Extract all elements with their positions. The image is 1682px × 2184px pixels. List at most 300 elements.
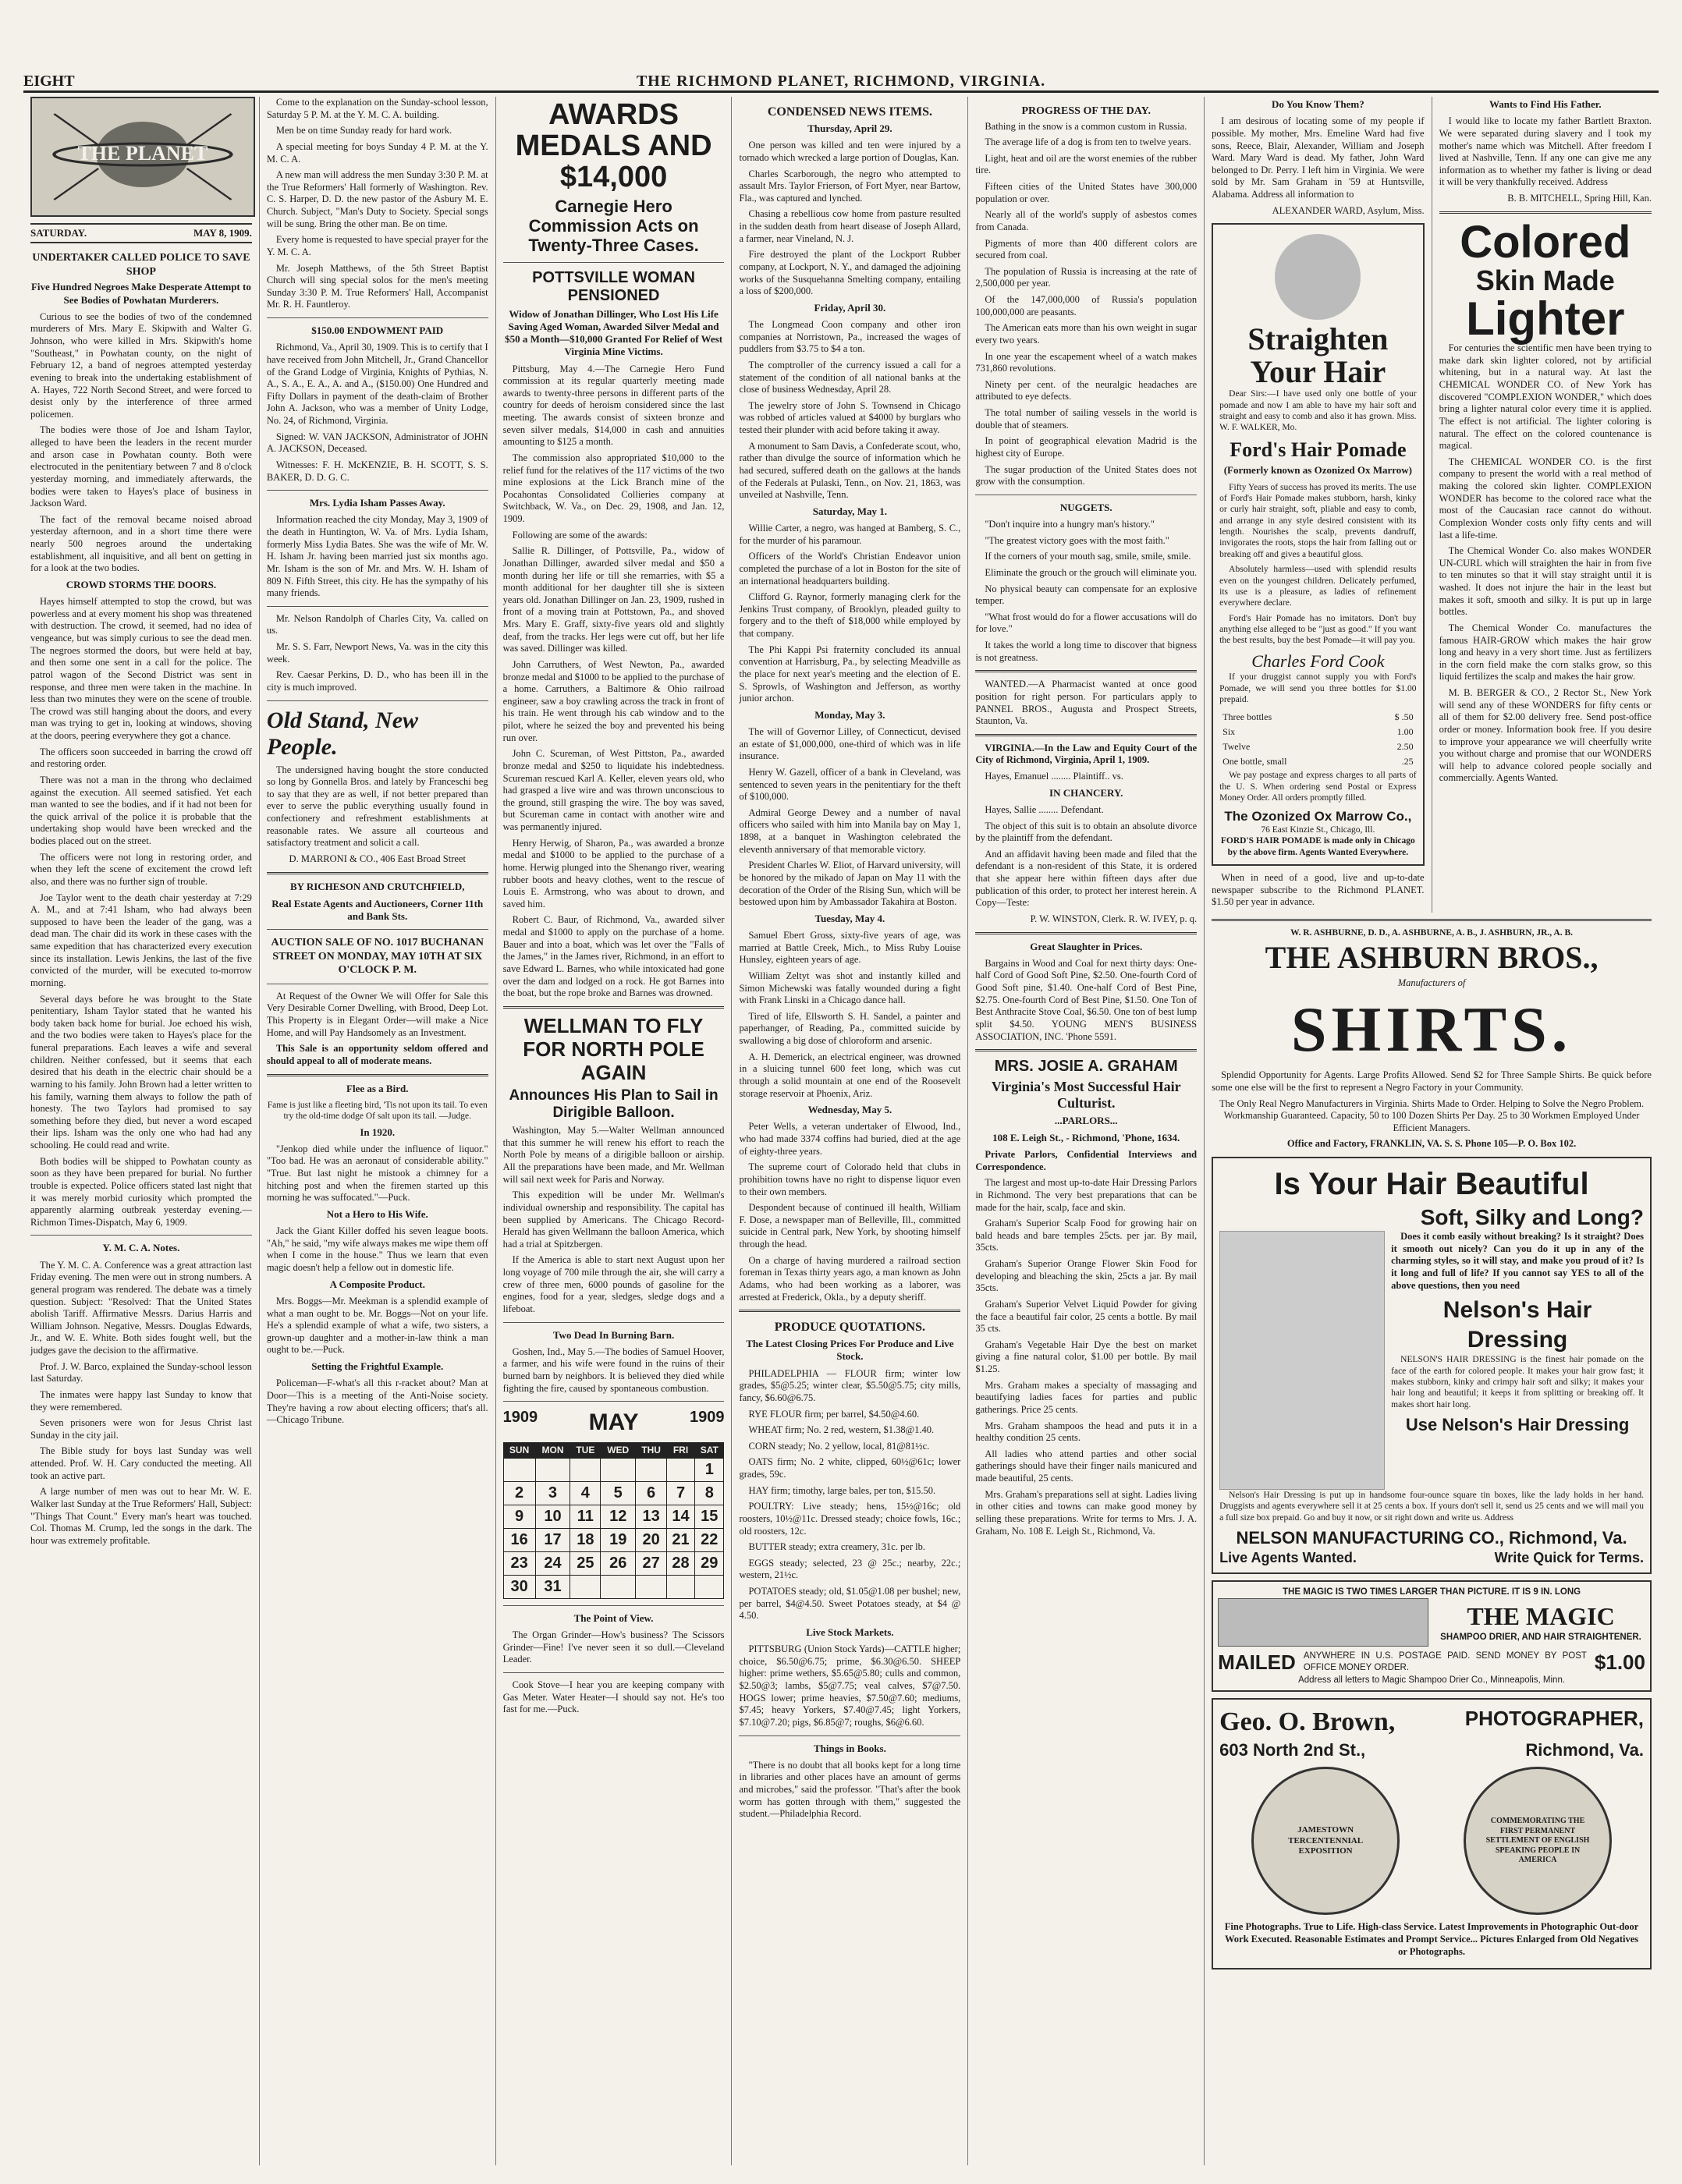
columns: [23, 97, 1659, 2165]
calendar-day-header: SAT: [695, 1442, 724, 1458]
dateline: [30, 223, 252, 243]
news-item: A. H. Demerick, an electrical engineer, was drowned in a sluicing tunnel 600 feet long, which was cut through a solid mountain at one end of the Roosevelt storage reservoir at Phoenix, Ariz.: [739, 1051, 961, 1099]
ad-paragraph: When in need of a good, live and up-to-date newspaper subscribe to the Richmond PLANET. $1.50 per year in advance.: [1212, 871, 1425, 908]
article-paragraph: Signed: W. VAN JACKSON, Administrator of JOHN A. JACKSON, Deceased.: [266, 431, 488, 455]
article-paragraph: "Jenkop died while under the influence of liquor." "Too bad. He was an aeronaut of considerable ability." "True. But last night he mistook a chimney for a hitching post and when the firemen started up this morning he was suffocated."—Puck.: [266, 1143, 488, 1204]
calendar-day-header: SUN: [503, 1442, 535, 1458]
magic-price: $1.00: [1594, 1650, 1645, 1674]
calendar-day: 15: [695, 1505, 724, 1528]
article-headline: Two Dead In Burning Barn.: [552, 1328, 675, 1341]
news-item: Chasing a rebellious cow home from pasture resulted in the sudden death from heart disease of Joseph Allard, a farmer, near Vineland, N. J.: [739, 208, 961, 244]
nelson-subhead: Soft, Silky and Long?: [1420, 1205, 1644, 1229]
price-item: OATS firm; No. 2 white, clipped, 60½@61c; lower grades, 59c.: [739, 1456, 961, 1480]
article-paragraph: Henry Herwig, of Sharon, Pa., was awarded a bronze medal and $1000 to be applied to the purchase of a home. Herwig plunged into the Shenango river, wearing rubber boots and heavy clothes, went to the rescue of Louis E. Armstrong, who was about to drown, and saved him.: [502, 837, 725, 909]
article-paragraph: Cook Stove—I hear you are keeping company with Gas Meter. Water Heater—I should say not. He's too fast for me.—Puck.: [502, 1679, 725, 1715]
article-paragraph: Pittsburg, May 4.—The Carnegie Hero Fund commission at its regular quarterly meeting made awards to twenty-three persons in different parts of the country for deeds of heroism considered since the last meeting. The awards consist of sixteen bronze and seven silver medals, $14,000 in cash and annuities amounting to $125 a month.: [502, 363, 725, 448]
calendar-day: 27: [636, 1551, 667, 1575]
ashburn-names: W. R. ASHBURNE, D. D., A. ASHBURNE, A. B., J. ASHBURN, JR., A. B.: [1290, 927, 1574, 938]
article-paragraph: The officers were not long in restoring order, and when they left the scene of excitement the crowd left also, and there was no further sign of trouble.: [30, 851, 252, 887]
fact-item: The sugar production of the United States does not grow with the consumption.: [975, 463, 1198, 488]
date-subhead: Thursday, April 29.: [807, 122, 892, 134]
calendar-day: 28: [667, 1551, 695, 1575]
price-item: RYE FLOUR firm; per barrel, $4.50@4.60.: [748, 1408, 920, 1420]
divider: [503, 1672, 725, 1673]
price-row: [1221, 755, 1414, 768]
nelson-name: Nelson's Hair Dressing: [1442, 1297, 1592, 1353]
article-paragraph: Jack the Giant Killer doffed his seven league boots. "Ah," he said, "my wife always makes me wipe them off when I come in the house." Thus we learn that even magic doesn't help a fellow out in domestic life.: [266, 1225, 488, 1273]
article-paragraph: Several days before he was brought to the State penitentiary, Isham Taylor stated that he wanted his body taken back home for burial. Joe echoed his wish, and the two bodies were taken to Hayes's place for the funeral preparations. Each leaves a wife and several children. Neither confessed, but it seems that each desired that his death in the electric chair should be a warning to his family. John Brown had a letter written to his family, warning them always to follow the path of honesty. The two Taylors had promised to say something before they died, but never a word escaped their lips. Isham was the only one who had had any schooling. He could read and write.: [30, 993, 252, 1150]
article-paragraph: At Request of the Owner We will Offer for Sale this Very Desirable Corner Dwelling, with Brood, Deep Lot. This Property is in Elegant Order—will make a Nice Home, and will Pay Handsomely as an Investment.: [266, 990, 488, 1038]
magic-brand-block: [1436, 1601, 1645, 1643]
divider: [267, 1074, 488, 1076]
price-label: Twelve: [1222, 741, 1251, 753]
nelson-text: [1391, 1231, 1644, 1490]
auctioneer-subhead: Real Estate Agents and Auctioneers, Corner 11th and Bank Sts.: [271, 897, 484, 922]
date-subhead: Monday, May 3.: [814, 708, 885, 721]
calendar-day-header: MON: [535, 1442, 570, 1458]
ad-paragraph: Graham's Superior Velvet Liquid Powder for giving the face a beautiful fair color, 25 cents a bottle. By mail 35 cts.: [975, 1298, 1198, 1335]
calendar-day-header: FRI: [667, 1442, 695, 1458]
calendar-day: 17: [535, 1528, 570, 1551]
article-paragraph: A special meeting for boys Sunday 4 P. M. at the Y. M. C. A.: [266, 140, 488, 165]
court-notice: Hayes, Sallie ........ Defendant.: [985, 803, 1104, 815]
divider: [975, 670, 1197, 672]
calendar-day: 13: [636, 1505, 667, 1528]
divider: [503, 1006, 725, 1009]
news-item: The jewelry store of John S. Townsend in Chicago was robbed of articles valued at $4000 by burglars who tested their plunder with acid before taking it away.: [739, 399, 961, 435]
right-block: [1205, 97, 1659, 2165]
calendar-day: 18: [570, 1528, 601, 1551]
nelson-footer: [1219, 1549, 1644, 1567]
calendar-day: [667, 1575, 695, 1598]
condensed-news-headline: CONDENSED NEWS ITEMS.: [767, 105, 932, 119]
article-paragraph: Come to the explanation on the Sunday-school lesson, Saturday 5 P. M. at the Y. M. C. A. building.: [266, 97, 488, 120]
calendar-day: 8: [695, 1481, 724, 1505]
article-paragraph: Policeman—F-what's all this r-racket about? Man at Door—This is a meeting of the Anti-Noise society. They're having a row about electing officers; that's all.—Chicago Tribune.: [266, 1377, 488, 1426]
brown-name: Geo. O. Brown,: [1219, 1707, 1396, 1737]
ad-paragraph: I would like to locate my father Bartlett Braxton. We were separated during slavery and I took my mother's name which was Mitchell. After freedom I lived at Nashville, Tenn. If any one can give me any information as to whether my father is living or dead it will be very thankfully received. Address: [1439, 115, 1652, 188]
article-paragraph: Both bodies will be shipped to Powhatan county as soon as they have been prepared for burial. No further trouble is expected. Police officers stated last night that it was merely morbid curiosity which prompted the apparently alarming outbreak yesterday evening.—Richmon Times-Dispatch, May 6, 1909.: [30, 1155, 252, 1228]
slaughter-headline: Great Slaughter in Prices.: [1030, 940, 1143, 952]
article-paragraph: The Organ Grinder—How's business? The Scissors Grinder—Fine! I've never seen it so dull.—Cleveland Leader.: [502, 1629, 725, 1665]
calendar-week: [503, 1575, 724, 1598]
ad-paragraph: The largest and most up-to-date Hair Dressing Parlors in Richmond. The very best preparations that can be made for the hair, scalp, face and skin.: [975, 1177, 1198, 1213]
pottsville-subhead: Widow of Jonathan Dillinger, Who Lost His Life Saving Aged Woman, Awarded Silver Medal and $50 a Month—$10,000 Granted For Relief of West Virginia Mine Victims.: [505, 307, 723, 358]
calendar-day: [667, 1458, 695, 1481]
column-7: [1432, 97, 1659, 913]
article-headline: Not a Hero to His Wife.: [326, 1207, 428, 1220]
news-item: The comptroller of the currency issued a call for a statement of the condition of all national banks at the close of business Wednesday, April 28.: [739, 359, 961, 395]
article-headline: Mrs. Lydia Isham Passes Away.: [309, 497, 445, 509]
calendar-day: [535, 1458, 570, 1481]
date-subhead: Saturday, May 1.: [812, 505, 888, 517]
price-item: HAY firm; timothy, large bales, per ton, $15.50.: [748, 1484, 936, 1496]
article-paragraph: Hayes himself attempted to stop the crowd, but was powerless and at every moment his shop was threatened with destruction. The crowd, it seemed, had no idea of vengeance, but was simply curious to see the dead men. The negroes stormed the doors, but were held at bay, and then some one sent in a call for the police. The patrol wagon of the Second District was sent in response, and three men were taken in the machine. In less than two minutes they were on the scene of trouble. The crowd was still hanging about the doors, and every man was trying to get in, looking at windows, shoving at the doors, peering everywhere they got a chance.: [30, 596, 252, 741]
article-paragraph: The Bible study for boys last Sunday was well attended. Prof. W. H. Cary conducted the meeting. All took an active part.: [30, 1445, 252, 1481]
magic-top: THE MAGIC IS TWO TIMES LARGER THAN PICTURE. IT IS 9 IN. LONG: [1283, 1587, 1581, 1597]
nugget-item: No physical beauty can compensate for an explosive temper.: [975, 583, 1198, 607]
logo-text: THE PLANET: [77, 142, 208, 165]
price-item: PITTSBURG (Union Stock Yards)—CATTLE higher; choice, $6.50@6.75; prime, $6.30@6.50. SHEEP higher: prime wethers, $5.65@5.80; culls and common, $2.50@3; lambs, $5@7.75; veal calves, $7@7.50. HOGS lower; prime heavies, $7.50@7.60; mediums, $7.45; heavy Yorkers, $7.40@7.45; light Yorkers, $7.10@7.20; pigs, $6.85@7; roughs, $6@6.60.: [739, 1643, 961, 1728]
ad-paragraph: The Only Real Negro Manufacturers in Virginia. Shirts Made to Order. Helping to Solve the Negro Problem. Workmanship Guaranteed. Capacity, 50 to 100 Dozen Shirts Per Day. 25 to 30 Workmen Employed Under Efficient Managers.: [1219, 1097, 1645, 1133]
article-paragraph: The inmates were happy last Sunday to know that they were remembered.: [30, 1388, 252, 1413]
ad-paragraph: If your druggist cannot supply you with Ford's Pomade, we will send you three bottles for $1.00 prepaid.: [1219, 672, 1417, 704]
article-paragraph: The bodies were those of Joe and Isham Taylor, alleged to have been the leaders in the recent murder and arson case in Powhatan county. Both were electrocuted in the penitentiary between 7 and 8 o'clock yesterday morning, and immediately afterwards, the bodies were taken to Hayes's place of business in Jackson Ward.: [30, 424, 252, 509]
ashburn-headline: THE ASHBURN BROS.,: [1265, 940, 1599, 976]
nelson-use: Use Nelson's Hair Dressing: [1405, 1415, 1630, 1434]
colored-skin-headline: [1439, 216, 1652, 346]
article-headline: Things in Books.: [813, 1742, 886, 1754]
fact-item: Bathing in the snow is a common custom in Russia.: [985, 120, 1187, 132]
price-item: POULTRY: Live steady; hens, 15½@16c; old roosters, 10½@11c. Dressed steady; choice fowls, 16c.; old roosters, 12c.: [739, 1501, 961, 1537]
calendar-year-left: 1909: [502, 1409, 538, 1427]
calendar-day: 14: [667, 1505, 695, 1528]
divider: [267, 606, 488, 607]
article-paragraph: John Carruthers, of West Newton, Pa., awarded bronze medal and $1000 to be applied to the purchase of a home. Carruthers, a Baltimore & Ohio railroad engineer, saw a boy crawling across the track in front of his train. He went through his cab window and to the pilot, where he seized the boy and prevented his being run over.: [502, 658, 725, 743]
straighten-headline: Straighten Your Hair: [1247, 321, 1389, 390]
magic-brand: THE MAGIC: [1467, 1602, 1615, 1631]
calendar-day: 30: [503, 1575, 535, 1598]
nugget-item: "Don't inquire into a hungry man's history.": [985, 519, 1155, 530]
article-paragraph: This Sale is an opportunity seldom offered and should appeal to all of moderate means.: [266, 1043, 488, 1066]
magic-body: [1218, 1598, 1645, 1647]
masthead: [23, 66, 1659, 93]
article-paragraph: Prof. J. W. Barco, explained the Sunday-school lesson last Saturday.: [30, 1360, 252, 1384]
magic-mailed: MAILED: [1218, 1650, 1296, 1674]
ozonized-address: 76 East Kinzie St., Chicago, Ill.: [1261, 824, 1375, 835]
fact-item: The total number of sailing vessels in the world is double that of steamers.: [975, 407, 1198, 431]
article-paragraph: The commission also appropriated $10,000 to the relief fund for the relatives of the 117 victims of the two mine explosions at the Lick Branch mine of the Pocahontas Consolidated Collieries company at Switchback, W. Va., on Dec. 29, 1908, and Jan. 12, 1909.: [502, 452, 725, 525]
article-headline: Y. M. C. A. Notes.: [102, 1242, 180, 1254]
fact-item: Of the 147,000,000 of Russia's population 100,000,000 are peasants.: [975, 294, 1198, 317]
calendar-header: [503, 1408, 725, 1438]
court-notice: VIRGINIA.—In the Law and Equity Court of the City of Richmond, Virginia, April 1, 1909.: [975, 742, 1198, 766]
calendar-day: 19: [601, 1528, 636, 1551]
news-item: Fire destroyed the plant of the Lockport Rubber company, at Lockport, N. Y., and damaged the adjoining works of the Susquehanna Smelting company, entailing a loss of $200,000.: [739, 249, 961, 297]
article-subhead: CROWD STORMS THE DOORS.: [66, 578, 217, 590]
nelson-headline: Is Your Hair Beautiful: [1274, 1167, 1589, 1201]
calendar-day: 7: [667, 1481, 695, 1505]
article-paragraph: Every home is requested to have special prayer for the Y. M. C. A.: [266, 234, 488, 257]
ad-paragraph: The CHEMICAL WONDER CO. is the first company to present the world with a real method of making the colored skin lighter. COMPLEXION WONDER has become to the colored race what the most of the Caucasian race cannot do without. Complexion Wonder costs only fifty cents and will last a life-time.: [1439, 456, 1652, 541]
column-4: [732, 97, 968, 2165]
article-paragraph: Men be on time Sunday ready for hard work.: [275, 125, 452, 136]
planet-logo: [30, 97, 255, 217]
brown-photographer-ad: [1212, 1698, 1652, 1970]
divider: [267, 317, 488, 318]
article-paragraph: "There is no doubt that all books kept for a long time in libraries and other places have an amount of germs and microbes," said the professor. "That's after the book worm has gotten through with them," suggested the student.—Philadelphia Record.: [739, 1759, 961, 1820]
fact-item: Nearly all of the world's supply of asbestos comes from Canada.: [975, 209, 1198, 232]
calendar-week: [503, 1481, 724, 1505]
brown-address-row: [1219, 1739, 1644, 1761]
calendar-day: 10: [535, 1505, 570, 1528]
ad-paragraph: The Chemical Wonder Co. also makes WONDER UN-CURL which will straighten the hair in from five to ten minutes so that it will stay straight until it is washed. It does not injure the hair in the least but makes it soft, smooth and silky. It is put up in large bottles.: [1439, 545, 1652, 618]
article-paragraph: Seven prisoners were won for Jesus Christ last Sunday in the city jail.: [30, 1417, 252, 1441]
date-subhead: Tuesday, May 4.: [814, 912, 885, 924]
brown-address: 603 North 2nd St.,: [1219, 1739, 1366, 1760]
price-label: Three bottles: [1222, 711, 1272, 723]
calendar-day-header: TUE: [570, 1442, 601, 1458]
article-paragraph: Information reached the city Monday, May 3, 1909 of the death in Huntington, W. Va. of Mrs. Lydia Isham, formerly Miss Lydia Bates. She was the wife of Mr. W. H. Isham Jr. having been married just six months ago. Mr. Isham is the son of Mr. and Mrs. W. H. Isham of 809 N. Fifth Street, this city. He has the sympathy of his many friends.: [266, 514, 488, 599]
price-row: [1221, 711, 1414, 724]
magic-mail: [1218, 1650, 1645, 1675]
calendar-day: [636, 1575, 667, 1598]
calendar-year-right: 1909: [689, 1409, 725, 1427]
news-item: The Longmead Coon company and other iron companies at Norristown, Pa., increased the wages of puddlers from $3.75 to $4 a ton.: [739, 319, 961, 355]
nelson-company: NELSON MANUFACTURING CO., Richmond, Va.: [1236, 1528, 1627, 1548]
calendar-day: [601, 1575, 636, 1598]
calendar-day: [570, 1575, 601, 1598]
know-headline: Do You Know Them?: [1271, 98, 1364, 110]
ad-signature: B. B. MITCHELL, Spring Hill, Kan.: [1507, 193, 1652, 204]
medal-icon: COMMEMORATING THE FIRST PERMANENT SETTLEMENT OF ENGLISH SPEAKING PEOPLE IN AMERICA: [1464, 1767, 1612, 1915]
divider: [503, 1605, 725, 1606]
news-item: Clifford G. Raynor, formerly managing clerk for the Jenkins Trust company, of Brooklyn, pleaded guilty to forgery and to the theft of $18,000 while employed by that company.: [739, 591, 961, 639]
news-item: The supreme court of Colorado held that clubs in prohibition towns have no right to dispense liquor even to their own members.: [739, 1161, 961, 1197]
news-item: Tired of life, Ellsworth S. H. Sandel, a painter and paperhanger, of Reading, Pa., committed suicide by swallowing a big dose of chloroform and arsenic.: [739, 1010, 961, 1046]
ad-paragraph: For centuries the scientific men have been trying to make dark skin lighter colored, not by artificial whitening, but in a natural way. At last the CHEMICAL WONDER CO. of New York has discovered "COMPLEXION WONDER," which does bring a lighter natural color every time it is applied. The effect is not artificial. The lighter coloring is natural. The effect on the colored countenance is magical.: [1439, 342, 1652, 452]
colored-line-3: Lighter: [1466, 292, 1625, 346]
paper-title: THE RICHMOND PLANET, RICHMOND, VIRGINIA.: [636, 73, 1046, 90]
nelson-ad: [1212, 1157, 1652, 1574]
ad-paragraph: Graham's Vegetable Hair Dye the best on market giving a fine natural color, $1.00 per bottle. By mail $1.25.: [975, 1338, 1198, 1374]
article-paragraph: Joe Taylor went to the death chair yesterday at 7:29 A. M., and at 7:41 Isham, who had always been supposed to have been the leader of the gang, was a dead man. The chair did its work in these cases with the same expedition that has characterized every execution since its installation. Lewis Jenkins, the last of the five convicted of the murder, will be executed to-morrow morning.: [30, 892, 252, 988]
price-label: Six: [1222, 726, 1236, 738]
news-item: On a charge of having murdered a railroad section foreman in Texas thirty years ago, a man known as John Adams, who had been working as a laborer, was arrested at Frederick, Okla., by a deputy sheriff.: [739, 1254, 961, 1303]
calendar-week: [503, 1528, 724, 1551]
fact-item: In one year the escapement wheel of a watch makes 731,860 revolutions.: [975, 350, 1198, 374]
wants-headline: Wants to Find His Father.: [1489, 98, 1602, 110]
court-notice: The object of this suit is to obtain an absolute divorce by the plaintiff from the defendant.: [975, 820, 1198, 844]
graham-subhead: Virginia's Most Successful Hair Culturist.: [991, 1079, 1181, 1111]
magic-address: Address all letters to Magic Shampoo Drier Co., Minneapolis, Minn.: [1298, 1675, 1566, 1685]
divider: [30, 1235, 252, 1236]
nugget-item: Eliminate the grouch or the grouch will eliminate you.: [985, 566, 1198, 578]
shirts-headline: SHIRTS.: [1290, 993, 1573, 1065]
article-headline: A Composite Product.: [329, 1278, 425, 1290]
woman-portrait-icon: [1275, 234, 1361, 320]
calendar-day: [695, 1575, 724, 1598]
divider: [975, 1049, 1197, 1051]
page-number: EIGHT: [23, 73, 75, 90]
news-item: Admiral George Dewey and a number of naval officers who sailed with him into Manila bay on May 1, 1898, at a banquet in Washington celebrated the eleventh anniversary of that memorable victory.: [739, 807, 961, 855]
divider: [1439, 211, 1652, 214]
nugget-item: "What frost would do for a flower accusations will do for love.": [975, 611, 1198, 635]
calendar-day: 22: [695, 1528, 724, 1551]
ad-paragraph: Office and Factory, FRANKLIN, VA. S. S. Phone 105—P. O. Box 102.: [1286, 1138, 1577, 1150]
column-3: [496, 97, 733, 2165]
court-notice: And an affidavit having been made and filed that the defendant is a non-resident of this State, it is ordered that she appear here within fifteen days after due publication of this order, to protect her interest herein. A Copy—Teste:: [975, 848, 1198, 909]
article-paragraph: John C. Scureman, of West Pittston, Pa., awarded bronze medal and $250 to liquidate his indebtedness. Scureman rescued Karl A. Keller, eleven years old, who had grasped a live wire and was thrown unconscious to the ground, still grasping the wire. The boy was saved, but Scureman came in contact with another wire and was permanently injured.: [502, 748, 725, 833]
news-item: Despondent because of continued ill health, William F. Dose, a newspaper man of Belleville, Ill., committed suicide in Central park, New York, by shooting himself through the head.: [739, 1202, 961, 1250]
calendar-table: [503, 1442, 725, 1599]
calendar-day: 6: [636, 1481, 667, 1505]
calendar-day-header: THU: [636, 1442, 667, 1458]
price-row: [1221, 725, 1414, 739]
calendar-day: 2: [503, 1481, 535, 1505]
divider: [1212, 919, 1652, 921]
fords-signature: Charles Ford Cook: [1251, 651, 1385, 671]
nelson-body: [1219, 1231, 1644, 1490]
fords-price-table: [1219, 709, 1416, 770]
date-subhead: Friday, April 30.: [814, 301, 886, 314]
nelson-agents: Live Agents Wanted.: [1219, 1549, 1357, 1565]
awards-subhead: Carnegie Hero Commission Acts on Twenty-Three Cases.: [528, 196, 699, 256]
medals: [1219, 1767, 1644, 1915]
ad-paragraph: Mrs. Graham's preparations sell at sight. Ladies living in other cities and towns can make good money by selling these preparations. Write for terms to Mrs. J. A. Graham, No. 108 E. Leigh St., Richmond, Va.: [975, 1488, 1198, 1537]
date-day: SATURDAY.: [30, 227, 87, 239]
article-paragraph: Mr. S. S. Farr, Newport News, Va. was in the city this week.: [266, 641, 488, 665]
divider: [503, 262, 725, 263]
column-6: [1205, 97, 1432, 913]
price-item: PHILADELPHIA — FLOUR firm; winter low grades, $5@5.25; winter clear, $5.50@5.75; city mills, fancy, $6.60@6.75.: [739, 1367, 961, 1403]
price-item: EGGS steady; selected, 23 @ 25c.; nearby, 22c.; western, 21½c.: [739, 1557, 961, 1581]
ad-paragraph: I am desirous of locating some of my people if possible. My mother, Mrs. Emeline Ward had five sons, Reece, Blair, Alexander, William and Joseph Ward. Mary Ward is dead. My father, John Ward belonged to Dr. Perry. I left him in Virginia. We were sold by Mr. Sam Graham in '59 at Huntsville, Alabama. Address all information to: [1212, 115, 1425, 200]
brown-header: [1219, 1706, 1644, 1739]
calendar-day: 26: [601, 1551, 636, 1575]
divider: [503, 1401, 725, 1402]
price-item: CORN steady; No. 2 yellow, local, 81@81½c.: [748, 1440, 930, 1452]
ashburn-manufacturers: Manufacturers of: [1397, 977, 1466, 989]
old-stand-headline: Old Stand, New People.: [266, 707, 419, 760]
ad-paragraph: Graham's Superior Orange Flower Skin Food for developing and bleaching the skin, 25cts a jar. By mail 35cts.: [975, 1258, 1198, 1294]
article-paragraph: A large number of men was out to hear Mr. W. E. Walker last Sunday at the True Reformers' Hall, Subject: "Things That Count." Every man's heart was touched. Col. Thomas M. Crump, led the songs in the dark. The hour was extremely profitable.: [30, 1486, 252, 1546]
court-signature: P. W. WINSTON, Clerk. R. W. IVEY, p. q.: [1030, 913, 1198, 924]
fact-item: In point of geographical elevation Madrid is the highest city of Europe.: [975, 435, 1198, 459]
ad-paragraph: Graham's Superior Scalp Food for growing hair on bald heads and bare temples 25cts. per jar. By mail, 35cts.: [975, 1218, 1198, 1253]
pottsville-headline: POTTSVILLE WOMAN PENSIONED: [532, 268, 696, 304]
fords-headline: Ford's Hair Pomade: [1230, 438, 1407, 461]
price-ad: Bargains in Wood and Coal for next thirty days: One-half Cord of Good Soft Pine, $2.50. One-fourth Cord of Good Soft pine, $1.40. One-half Cord of Best Pine, $2.75. One-fourth Cord of Best Pine, $1.50. One Ton of Best Anthracite Stove Coal, $6.50. One ton of best lump split $4.50. YOUNG MEN'S BUSINESS ASSOCIATION, INC. 'Phone 5591.: [975, 957, 1198, 1042]
price-value: $ .50: [1394, 711, 1414, 723]
date-value: MAY 8, 1909.: [193, 227, 252, 239]
calendar-day: [636, 1458, 667, 1481]
news-item: Samuel Ebert Gross, sixty-five years of age, was married at Battle Creek, Mich., to Miss Ruby Louise Hunsley, eighteen years of age.: [739, 930, 961, 966]
testimonial: Dear Sirs:—I have used only one bottle of your pomade and now I am able to have my hair soft and straight and easy to comb and also it has grown. Miss. W. F. WALKER, Mo.: [1219, 389, 1417, 433]
divider: [267, 490, 488, 491]
ad-paragraph: M. B. BERGER & CO., 2 Rector St., New York will send any of these WONDERS for fifty cents or all of them for $2.00 delivery free. Send post-office order or money. Information book free. If you desire to improve your appearance we will cheerfully write you without charge and promise that our WONDERS will help to advance colored people socially and commercially. Agents Wanted.: [1439, 687, 1652, 784]
news-item: Henry W. Gazell, officer of a bank in Cleveland, was sentenced to seven years in the penitentiary for the theft of $100,000.: [739, 766, 961, 803]
court-subhead: IN CHANCERY.: [1049, 786, 1123, 799]
calendar-day: 20: [636, 1528, 667, 1551]
graham-headline: MRS. JOSIE A. GRAHAM: [994, 1058, 1178, 1076]
price-item: WHEAT firm; No. 2 red, western, $1.38@1.40.: [748, 1424, 935, 1436]
article-paragraph: Goshen, Ind., May 5.—The bodies of Samuel Hoover, a farmer, and his wife were found in the ruins of their burned barn by neighbors. It is believed they died while fighting the fire, caused by spontaneous combustion.: [502, 1346, 725, 1394]
ad-paragraph: Splendid Opportunity for Agents. Large Profits Allowed. Send $2 for Three Sample Shirts. Be quick before some one else will be the first to represent a Negro Factory in your Community.: [1212, 1069, 1652, 1093]
fact-item: The population of Russia is increasing at the rate of 2,500,000 per year.: [975, 265, 1198, 289]
ad-paragraph: Fine Photographs. True to Life. High-class Service. Latest Improvements in Photographic Out-door Work Executed. Reasonable Estimates and Prompt Service... Pictures Enlarged from Old Negatives or Photographs.: [1224, 1921, 1639, 1957]
calendar-week: [503, 1458, 724, 1481]
fords-pomade-ad: [1212, 223, 1424, 866]
price-value: .25: [1401, 756, 1414, 768]
ad-paragraph: Fifty Years of success has proved its merits. The use of Ford's Hair Pomade makes stubborn, harsh, kinky or curly hair straight, soft, pliable and easy to comb, and arrange in any style desired consistent with its length. Nourishes the scalp, prevents dandruff, invigorates the roots, stops the hair from falling out or breaking off and gives a beautiful gloss.: [1219, 482, 1417, 559]
colored-line-2: Skin Made: [1475, 264, 1615, 296]
column-2: [260, 97, 496, 2165]
calendar-month: MAY: [588, 1409, 639, 1436]
ad-paragraph: Ford's Hair Pomade has no imitators. Don't buy anything else alleged to be "just as good." If you want the best results, buy the best Pomade—it will pay you.: [1219, 613, 1417, 646]
nugget-item: It takes the world a long time to discover that bigness is not greatness.: [975, 640, 1198, 663]
ad-paragraph: Private Parlors, Confidential Interviews and Correspondence.: [975, 1149, 1198, 1172]
article-paragraph: Robert C. Baur, of Richmond, Va., awarded silver medal and $1000 to apply on the purchase of a home. Bauer and into a boat, which was let over the "Falls of the James," in the James river, Richmond, in an effort to save Edward L. Barnes, who while intoxicated had gone over the dam and lodged on a rock. He got Barnes into the boat, but the rope broke and Barnes was drowned.: [502, 914, 725, 999]
price-item: POTATOES steady; old, $1.05@1.08 per bushel; new, per barrel, $4@4.50. Sweet Potatoes steady, at $4 @ 4.50.: [739, 1586, 961, 1622]
ad-paragraph: Mrs. Graham makes a specialty of massaging and beautifying ladies faces for parties and public gatherings. Price 25 cents.: [975, 1379, 1198, 1415]
ad-signature: ALEXANDER WARD, Asylum, Miss.: [1272, 204, 1425, 216]
colored-line-1: Colored: [1460, 216, 1631, 268]
news-item: William Zeltyt was shot and instantly killed and Simon Michewski was fatally wounded during a fight with Frank Linski in a Chicago dance hall.: [739, 970, 961, 1006]
wellman-subhead: Announces His Plan to Sail in Dirigible Balloon.: [509, 1087, 719, 1122]
divider: [975, 734, 1197, 736]
fact-item: The average life of a dog is from ten to twelve years.: [985, 136, 1191, 148]
ad-paragraph: All ladies who attend parties and other social gatherings should have their finger nails manicured and made beautiful, 25 cents.: [975, 1448, 1198, 1484]
price-row: [1221, 740, 1414, 753]
magic-shampoo-ad: [1212, 1580, 1652, 1692]
ad-paragraph: Nelson's Hair Dressing is put up in handsome four-ounce square tin boxes, like the lady holds in her hand. Druggists and agents everywhere sell it at 25 cents a box. If yours don't sell it, send us 25 cents and we will mail you a full size box prepaid. Go and buy it now, or sit right down and write us. Address: [1219, 1491, 1644, 1523]
article-paragraph: Witnesses: F. H. McKENZIE, B. H. SCOTT, S. S. BAKER, D. D. G. C.: [266, 459, 488, 483]
calendar-day: [601, 1458, 636, 1481]
wellman-headline: WELLMAN TO FLY FOR NORTH POLE AGAIN: [523, 1013, 704, 1084]
article-headline: UNDERTAKER CALLED POLICE TO SAVE SHOP: [32, 252, 250, 278]
auction-headline: AUCTION SALE OF NO. 1017 BUCHANAN STREET ON MONDAY, MAY 10TH AT SIX O'CLOCK P. M.: [271, 937, 484, 977]
news-item: Charles Scarborough, the negro who attempted to assault Mrs. Taylor Frierson, of Fort Myer, near Bartow, Fla., was captured and lynched.: [739, 168, 961, 204]
article-headline: Flee as a Bird.: [346, 1082, 409, 1094]
calendar-day: 4: [570, 1481, 601, 1505]
article-paragraph: The undersigned having bought the store conducted so long by Gonnella Bros. and lately by Franceschi beg to say that they are as well, if not better prepared than ever to serve the public everything usually found in confectionery and refreshment establishments at reasonable rates. We assure all courteous and satisfactory treatment and solicit a call.: [266, 764, 488, 849]
column-5: [968, 97, 1205, 2165]
price-value: 2.50: [1396, 741, 1414, 753]
divider: [267, 700, 488, 701]
ozonized-company: The Ozonized Ox Marrow Co.,: [1224, 808, 1412, 824]
article-paragraph: Following are some of the awards:: [512, 529, 648, 541]
date-subhead: Wednesday, May 5.: [807, 1104, 892, 1116]
calendar-day: 29: [695, 1551, 724, 1575]
news-item: Officers of the World's Christian Endeavor union completed the purchase of a lot in Boston for the site of an international headquarters building.: [739, 551, 961, 587]
article-paragraph: If the America is able to start next August upon her long voyage of 700 mile through the air, she will carry a crew of three men, 6000 pounds of gasoline for the engines, food for a year, sledges, sledge dogs and a lifeboat.: [502, 1254, 725, 1314]
calendar-day: 12: [601, 1505, 636, 1528]
fact-item: Pigments of more than 400 different colors are secured from coal.: [975, 237, 1198, 261]
article-paragraph: Washington, May 5.—Walter Wellman announced that this summer he will renew his effort to reach the North Pole by means of a dirigible balloon or airship. All the preparations have been made, and Mr. Wellman will sail next week for Paris and Norway.: [502, 1125, 725, 1185]
woman-holding-tin-icon: [1219, 1231, 1385, 1490]
article-paragraph: The Y. M. C. A. Conference was a great attraction last Friday evening. The men were out in strong numbers. A general program was rendered. The debate was a timely question. Subject: "Resolved: That the United States abolish Tariff. Affirmative Messrs. Darius Harris and William Johnson. Negative, Messrs. Douglas Edwards, Jr., and W. E. White. Both sides fought well, but the judges gave the decision to the affirmative.: [30, 1259, 252, 1356]
livestock-headline: Live Stock Markets.: [806, 1626, 894, 1638]
brown-title: PHOTOGRAPHER,: [1464, 1707, 1644, 1731]
brown-city: Richmond, Va.: [1525, 1739, 1644, 1760]
auctioneer-byline: BY RICHESON AND CRUTCHFIELD,: [290, 880, 465, 892]
nugget-item: "The greatest victory goes with the most faith.": [985, 534, 1169, 546]
article-headline: The Point of View.: [573, 1611, 654, 1624]
article-paragraph: Mr. Nelson Randolph of Charles City, Va. called on us.: [266, 612, 488, 636]
medal-icon: JAMESTOWN TERCENTENNIAL EXPOSITION: [1251, 1767, 1400, 1915]
nugget-item: If the corners of your mouth sag, smile, smile, smile.: [985, 551, 1191, 562]
graham-address: 108 E. Leigh St., - Richmond, 'Phone, 1634.: [992, 1131, 1180, 1143]
court-notice: Hayes, Emanuel ........ Plaintiff.. vs.: [985, 771, 1123, 782]
graham-parlors: ...PARLORS...: [1054, 1114, 1118, 1126]
right-lower: [1205, 919, 1659, 1970]
fact-item: Fifteen cities of the United States have 300,000 population or over.: [975, 181, 1198, 204]
magic-sub: SHAMPOO DRIER, AND HAIR STRAIGHTENER.: [1440, 1633, 1641, 1643]
comb-icon: [1218, 1598, 1428, 1647]
divider: [267, 929, 488, 930]
divider: [739, 1310, 960, 1312]
article-headline: In 1920.: [360, 1126, 396, 1138]
news-item: One person was killed and ten were injured by a tornado which wrecked a large portion of Douglas, Kan.: [739, 140, 961, 163]
news-item: Peter Wells, a veteran undertaker of Elwood, Ind., who had made 3374 coffins had buried, died at the age of eighty-three years.: [739, 1121, 961, 1157]
article-paragraph: This expedition will be under Mr. Wellman's individual ownership and responsibility. The capital has been supplied by Americans. The Chicago Record-Herald has given Wellmann the balloon America, which had a trial at Spitzbergen.: [502, 1190, 725, 1250]
calendar-day-header: WED: [601, 1442, 636, 1458]
article-paragraph: The officers soon succeeded in barring the crowd off and restoring order.: [30, 746, 252, 770]
news-item: The will of Governor Lilley, of Connecticut, devised an estate of $1,000,000, one-third of which was in life insurance.: [739, 726, 961, 762]
article-paragraph: Richmond, Va., April 30, 1909. This is to certify that I have received from John Mitchell, Jr., Grand Chancellor of the Grand Lodge of Virginia, Knights of Pythias, N. A., S. A., E. A., A. and A., ($150.00) One Hundred and Fifty Dollars in payment of the death-claim of Brother John A. Jackson, who was a member of Unity Lodge, No. 24, of Richmond, Virginia.: [266, 342, 488, 426]
calendar-day: 5: [601, 1481, 636, 1505]
